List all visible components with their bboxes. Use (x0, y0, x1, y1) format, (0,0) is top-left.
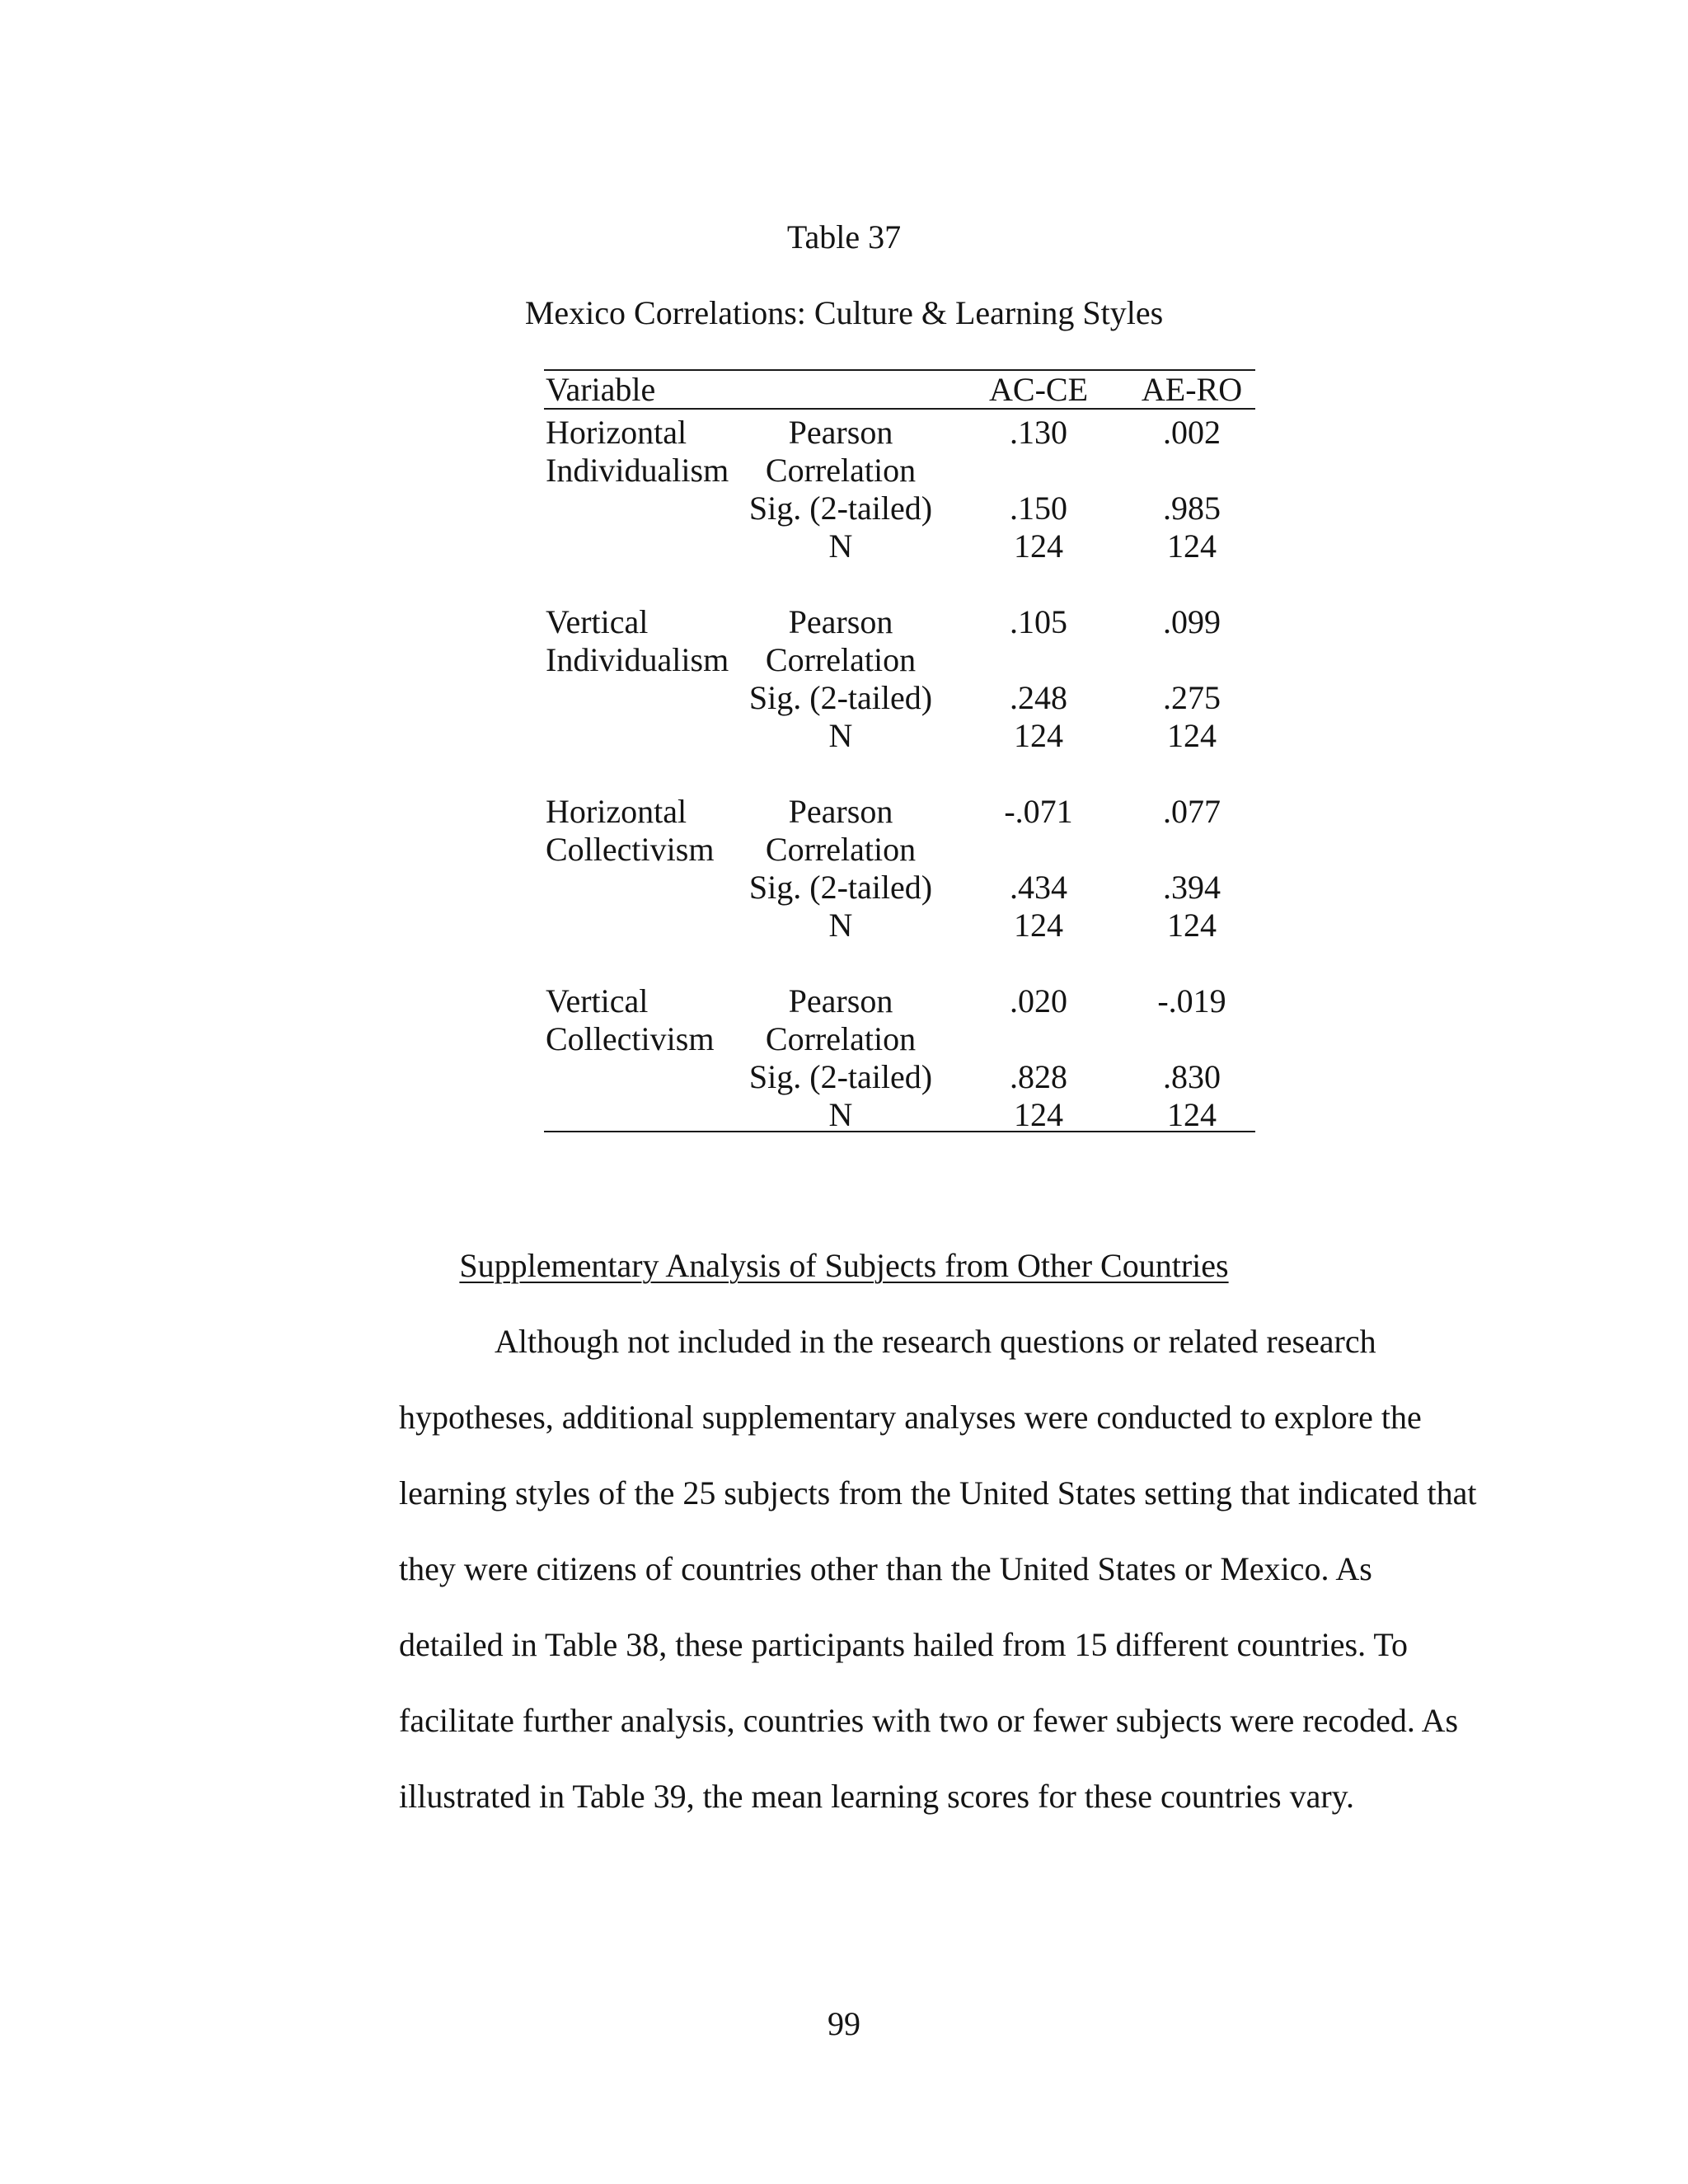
n-ac-ce-value: 124 (1014, 717, 1063, 754)
sig-ae-ro-value: .985 (1163, 490, 1221, 527)
paragraph-line: illustrated in Table 39, the mean learning scores for these countries vary. (399, 1778, 1355, 1815)
page-number: 99 (828, 2005, 860, 2042)
sig-ac-ce-value: .150 (1010, 490, 1067, 527)
variable-name-line2: Individualism (546, 641, 729, 678)
variable-name-line1: Horizontal (546, 793, 687, 830)
pearson-ae-ro-value: -.019 (1157, 982, 1226, 1019)
statistic-sig-label: Sig. (2-tailed) (748, 1058, 933, 1095)
statistic-pearson-line2: Correlation (765, 1020, 917, 1057)
variable-name-line1: Horizontal (546, 414, 687, 451)
statistic-n-label: N (828, 717, 853, 754)
paragraph-line: they were citizens of countries other than the United States or Mexico. As (399, 1550, 1372, 1587)
statistic-pearson-line2: Correlation (765, 831, 917, 868)
sig-ae-ro-value: .275 (1163, 679, 1221, 716)
statistic-pearson-line1: Pearson (788, 603, 893, 640)
statistic-n-label: N (828, 527, 853, 565)
variable-name-line1: Vertical (546, 603, 649, 640)
header-variable: Variable (546, 371, 656, 408)
paragraph-line: facilitate further analysis, countries with two or fewer subjects were recoded. As (399, 1702, 1459, 1739)
pearson-ac-ce-value: .105 (1010, 603, 1067, 640)
table-number: Table 37 (786, 218, 902, 255)
sig-ac-ce-value: .828 (1010, 1058, 1067, 1095)
variable-name-line2: Individualism (546, 452, 729, 489)
statistic-pearson-line2: Correlation (765, 641, 917, 678)
pearson-ac-ce-value: .130 (1010, 414, 1067, 451)
statistic-pearson-line1: Pearson (788, 414, 893, 451)
sig-ae-ro-value: .830 (1163, 1058, 1221, 1095)
statistic-n-label: N (828, 1096, 853, 1133)
paragraph-line: hypotheses, additional supplementary analyses were conducted to explore the (399, 1399, 1422, 1436)
paragraph-line: Although not included in the research questions or related research (495, 1323, 1376, 1360)
section-heading: Supplementary Analysis of Subjects from Other Countries (459, 1247, 1229, 1284)
table-title: Mexico Correlations: Culture & Learning Styles (524, 294, 1164, 331)
n-ac-ce-value: 124 (1014, 1096, 1063, 1133)
sig-ac-ce-value: .248 (1010, 679, 1067, 716)
pearson-ae-ro-value: .099 (1163, 603, 1221, 640)
pearson-ae-ro-value: .077 (1163, 793, 1221, 830)
sig-ac-ce-value: .434 (1010, 869, 1067, 906)
statistic-pearson-line1: Pearson (788, 982, 893, 1019)
statistic-sig-label: Sig. (2-tailed) (748, 679, 933, 716)
paragraph-line: learning styles of the 25 subjects from the United States setting that indicated that (399, 1474, 1477, 1511)
n-ae-ro-value: 124 (1167, 527, 1217, 565)
statistic-sig-label: Sig. (2-tailed) (748, 490, 933, 527)
n-ac-ce-value: 124 (1014, 907, 1063, 944)
variable-name-line2: Collectivism (546, 1020, 715, 1057)
pearson-ac-ce-value: .020 (1010, 982, 1067, 1019)
pearson-ae-ro-value: .002 (1163, 414, 1221, 451)
sig-ae-ro-value: .394 (1163, 869, 1221, 906)
statistic-pearson-line2: Correlation (765, 452, 917, 489)
variable-name-line1: Vertical (546, 982, 649, 1019)
statistic-sig-label: Sig. (2-tailed) (748, 869, 933, 906)
n-ac-ce-value: 124 (1014, 527, 1063, 565)
header-ac-ce: AC-CE (989, 371, 1088, 408)
variable-name-line2: Collectivism (546, 831, 715, 868)
pearson-ac-ce-value: -.071 (1004, 793, 1073, 830)
header-ae-ro: AE-RO (1141, 371, 1243, 408)
statistic-pearson-line1: Pearson (788, 793, 893, 830)
n-ae-ro-value: 124 (1167, 907, 1217, 944)
n-ae-ro-value: 124 (1167, 717, 1217, 754)
n-ae-ro-value: 124 (1167, 1096, 1217, 1133)
statistic-n-label: N (828, 907, 853, 944)
paragraph-line: detailed in Table 38, these participants hailed from 15 different countries. To (399, 1626, 1409, 1663)
